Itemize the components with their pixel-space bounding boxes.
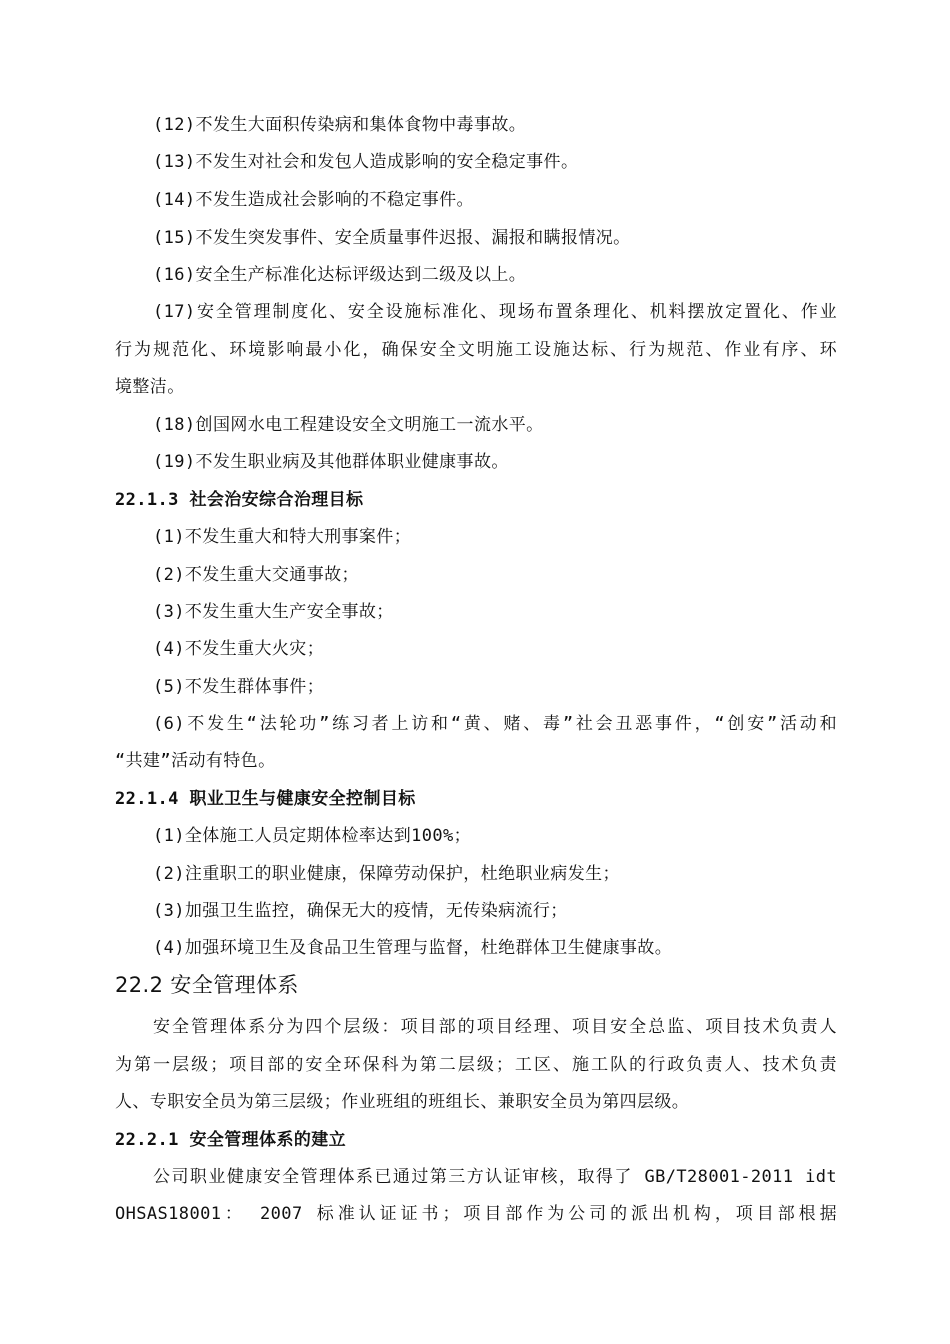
- section-heading: 22.1.3 社会治安综合治理目标: [115, 490, 364, 510]
- list-item: (1)全体施工人员定期体检率达到100%；: [153, 826, 472, 846]
- list-item: (15)不发生突发事件、安全质量事件迟报、漏报和瞒报情况。: [153, 228, 631, 248]
- list-item: (4)加强环境卫生及食品卫生管理与监督，杜绝群体卫生健康事故。: [153, 938, 673, 958]
- list-item-continuation: 行为规范化、环境影响最小化，确保安全文明施工设施达标、行为规范、作业有序、环: [115, 340, 837, 360]
- list-item: (6)不发生“法轮功”练习者上访和“黄、赌、毒”社会丑恶事件，“创安”活动和: [153, 714, 837, 734]
- paragraph-line: 公司职业健康安全管理体系已通过第三方认证审核，取得了 GB/T28001-2011 idt: [153, 1167, 837, 1187]
- list-item: (19)不发生职业病及其他群体职业健康事故。: [153, 452, 509, 472]
- list-item-continuation: “共建”活动有特色。: [115, 751, 276, 771]
- section-heading: 22.2.1 安全管理体系的建立: [115, 1130, 347, 1150]
- section-heading: 22.1.4 职业卫生与健康安全控制目标: [115, 789, 416, 809]
- paragraph-line: 为第一层级；项目部的安全环保科为第二层级；工区、施工队的行政负责人、技术负责: [115, 1055, 837, 1075]
- paragraph-line: OHSAS18001： 2007 标准认证证书；项目部作为公司的派出机构，项目部根据: [115, 1204, 837, 1224]
- list-item: (16)安全生产标准化达标评级达到二级及以上。: [153, 265, 527, 285]
- list-item: (4)不发生重大火灾；: [153, 639, 325, 659]
- list-item: (2)不发生重大交通事故；: [153, 565, 359, 585]
- list-item: (3)不发生重大生产安全事故；: [153, 602, 394, 622]
- chapter-heading: 22.2 安全管理体系: [115, 973, 299, 997]
- list-item: (5)不发生群体事件；: [153, 677, 325, 697]
- list-item: (18)创国网水电工程建设安全文明施工一流水平。: [153, 415, 544, 435]
- list-item: (13)不发生对社会和发包人造成影响的安全稳定事件。: [153, 152, 579, 172]
- list-item: (14)不发生造成社会影响的不稳定事件。: [153, 190, 474, 210]
- list-item: (12)不发生大面积传染病和集体食物中毒事故。: [153, 115, 527, 135]
- list-item: (1)不发生重大和特大刑事案件；: [153, 527, 412, 547]
- paragraph-line: 安全管理体系分为四个层级：项目部的项目经理、项目安全总监、项目技术负责人: [153, 1017, 837, 1037]
- list-item-continuation: 境整洁。: [115, 377, 185, 397]
- list-item: (2)注重职工的职业健康，保障劳动保护，杜绝职业病发生；: [153, 864, 620, 884]
- list-item: (3)加强卫生监控，确保无大的疫情，无传染病流行；: [153, 901, 568, 921]
- paragraph-line: 人、专职安全员为第三层级；作业班组的班组长、兼职安全员为第四层级。: [115, 1092, 690, 1112]
- list-item: (17)安全管理制度化、安全设施标准化、现场布置条理化、机料摆放定置化、作业: [153, 302, 837, 322]
